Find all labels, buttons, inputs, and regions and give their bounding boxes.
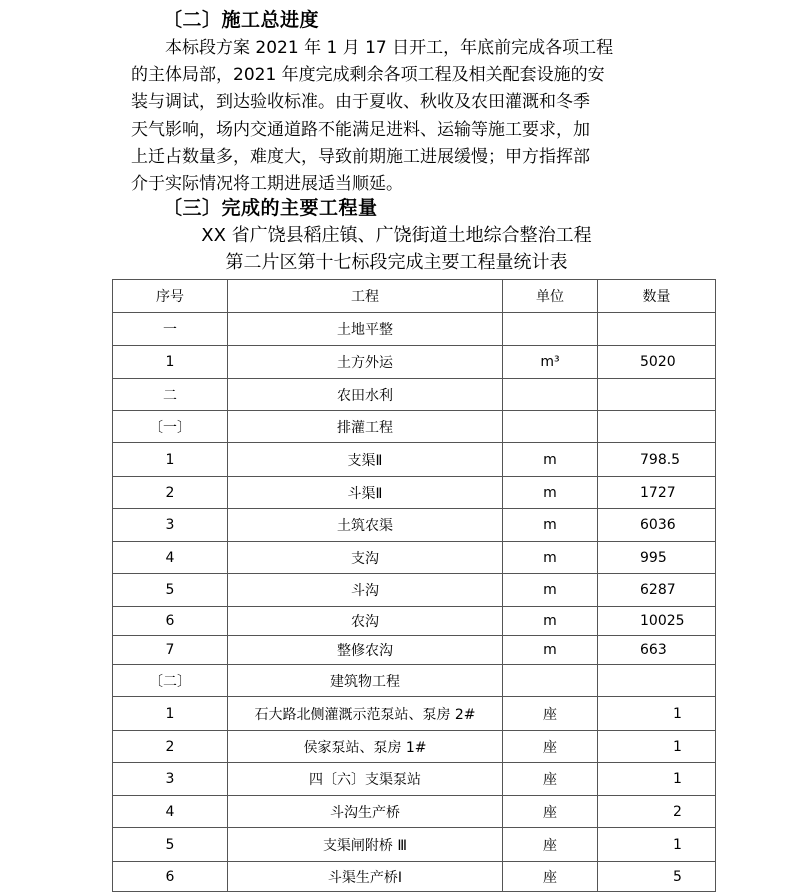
row-project-name: 整修农沟: [228, 636, 503, 665]
row-project-name: 支渠Ⅱ: [228, 443, 503, 477]
paragraph-line: 装与调试，到达验收标准。由于夏收、秋收及农田灌溉和冬季: [131, 92, 590, 113]
row-quantity: 663: [598, 636, 716, 665]
row-number: 6: [113, 607, 228, 636]
section-heading-progress: 〔二〕施工总进度: [163, 9, 320, 31]
row-quantity: 5: [598, 862, 716, 892]
paragraph-line: 本标段方案 2021 年 1 月 17 日开工，年底前完成各项工程: [165, 38, 614, 58]
table-row: [113, 697, 716, 731]
row-project-name: 支渠闸附桥 Ⅲ: [228, 828, 503, 862]
row-number: 3: [113, 763, 228, 796]
row-number: 1: [113, 346, 228, 379]
row-quantity: [598, 665, 716, 697]
row-number: 6: [113, 862, 228, 892]
row-quantity: 1: [598, 697, 716, 731]
header-project: 工程: [228, 280, 503, 313]
table-row: [113, 731, 716, 763]
row-quantity: 6036: [598, 509, 716, 542]
table-row: [113, 665, 716, 697]
row-quantity: 1727: [598, 477, 716, 509]
row-unit: m: [503, 607, 598, 636]
row-unit: 座: [503, 796, 598, 828]
row-project-name: 土地平整: [228, 313, 503, 346]
section-heading-quantities: 〔三〕完成的主要工程量: [163, 197, 378, 219]
row-number: 5: [113, 828, 228, 862]
row-number: 2: [113, 477, 228, 509]
table-row: [113, 607, 716, 636]
row-number: 7: [113, 636, 228, 665]
row-number: 5: [113, 574, 228, 607]
row-quantity: [598, 411, 716, 443]
row-project-name: 侯家泵站、泵房 1#: [228, 731, 503, 763]
row-quantity: 5020: [598, 346, 716, 379]
row-number: 1: [113, 697, 228, 731]
row-unit: 座: [503, 828, 598, 862]
row-project-name: 建筑物工程: [228, 665, 503, 697]
table-row: [113, 443, 716, 477]
row-quantity: 1: [598, 731, 716, 763]
table-header-row: [113, 280, 716, 313]
table-row: [113, 636, 716, 665]
row-unit: m: [503, 443, 598, 477]
row-number: 1: [113, 443, 228, 477]
row-project-name: 斗沟生产桥: [228, 796, 503, 828]
row-project-name: 支沟: [228, 542, 503, 574]
paragraph-line: 上迁占数量多，难度大，导致前期施工进展缓慢；甲方指挥部: [131, 146, 590, 167]
row-project-name: 斗沟: [228, 574, 503, 607]
table-row: [113, 411, 716, 443]
row-project-name: 排灌工程: [228, 411, 503, 443]
row-unit: 座: [503, 731, 598, 763]
table-row: [113, 379, 716, 411]
table-row: [113, 509, 716, 542]
row-number: 3: [113, 509, 228, 542]
table-row: [113, 313, 716, 346]
row-quantity: [598, 379, 716, 411]
paragraph-line: 的主体局部，2021 年度完成剩余各项工程及相关配套设施的安: [131, 65, 605, 86]
table-row: [113, 828, 716, 862]
row-number: 4: [113, 542, 228, 574]
table-row: [113, 542, 716, 574]
paragraph-line: 天气影响，场内交通道路不能满足进料、运输等施工要求，加: [131, 119, 590, 140]
row-unit: m³: [503, 346, 598, 379]
header-quantity: 数量: [598, 280, 716, 313]
progress-paragraph: [131, 35, 671, 198]
row-unit: [503, 665, 598, 697]
row-unit: m: [503, 509, 598, 542]
row-quantity: 1: [598, 828, 716, 862]
quantity-statistics-table: [112, 279, 716, 892]
row-project-name: 土方外运: [228, 346, 503, 379]
row-quantity: 6287: [598, 574, 716, 607]
table-row: [113, 477, 716, 509]
row-unit: m: [503, 574, 598, 607]
table-row: [113, 796, 716, 828]
row-number: 4: [113, 796, 228, 828]
row-quantity: 2: [598, 796, 716, 828]
row-project-name: 农田水利: [228, 379, 503, 411]
row-quantity: 1: [598, 763, 716, 796]
paragraph-line: 介于实际情况将工期进展适当顺延。: [131, 174, 403, 195]
row-unit: 座: [503, 697, 598, 731]
row-unit: [503, 411, 598, 443]
table-row: [113, 346, 716, 379]
row-number: 2: [113, 731, 228, 763]
row-unit: m: [503, 477, 598, 509]
row-number: 〔二〕: [113, 665, 228, 697]
row-project-name: 斗渠生产桥Ⅰ: [228, 862, 503, 892]
row-number: 〔一〕: [113, 411, 228, 443]
row-project-name: 斗渠Ⅱ: [228, 477, 503, 509]
row-number: 一: [113, 313, 228, 346]
row-project-name: 土筑农渠: [228, 509, 503, 542]
table-row: [113, 763, 716, 796]
table-title-line-2: 第二片区第十七标段完成主要工程量统计表: [225, 252, 568, 273]
row-project-name: 农沟: [228, 607, 503, 636]
row-unit: 座: [503, 763, 598, 796]
row-unit: m: [503, 542, 598, 574]
row-project-name: 四〔六〕支渠泵站: [228, 763, 503, 796]
header-unit: 单位: [503, 280, 598, 313]
row-number: 二: [113, 379, 228, 411]
row-quantity: [598, 313, 716, 346]
row-quantity: 10025: [598, 607, 716, 636]
row-unit: [503, 313, 598, 346]
row-unit: [503, 379, 598, 411]
row-project-name: 石大路北侧灌溉示范泵站、泵房 2#: [228, 697, 503, 731]
row-unit: m: [503, 636, 598, 665]
header-no: 序号: [113, 280, 228, 313]
row-quantity: 995: [598, 542, 716, 574]
table-row: [113, 574, 716, 607]
row-quantity: 798.5: [598, 443, 716, 477]
table-title-line-1: XX 省广饶县稻庄镇、广饶街道土地综合整治工程: [201, 225, 592, 246]
row-unit: 座: [503, 862, 598, 892]
table-row: [113, 862, 716, 892]
